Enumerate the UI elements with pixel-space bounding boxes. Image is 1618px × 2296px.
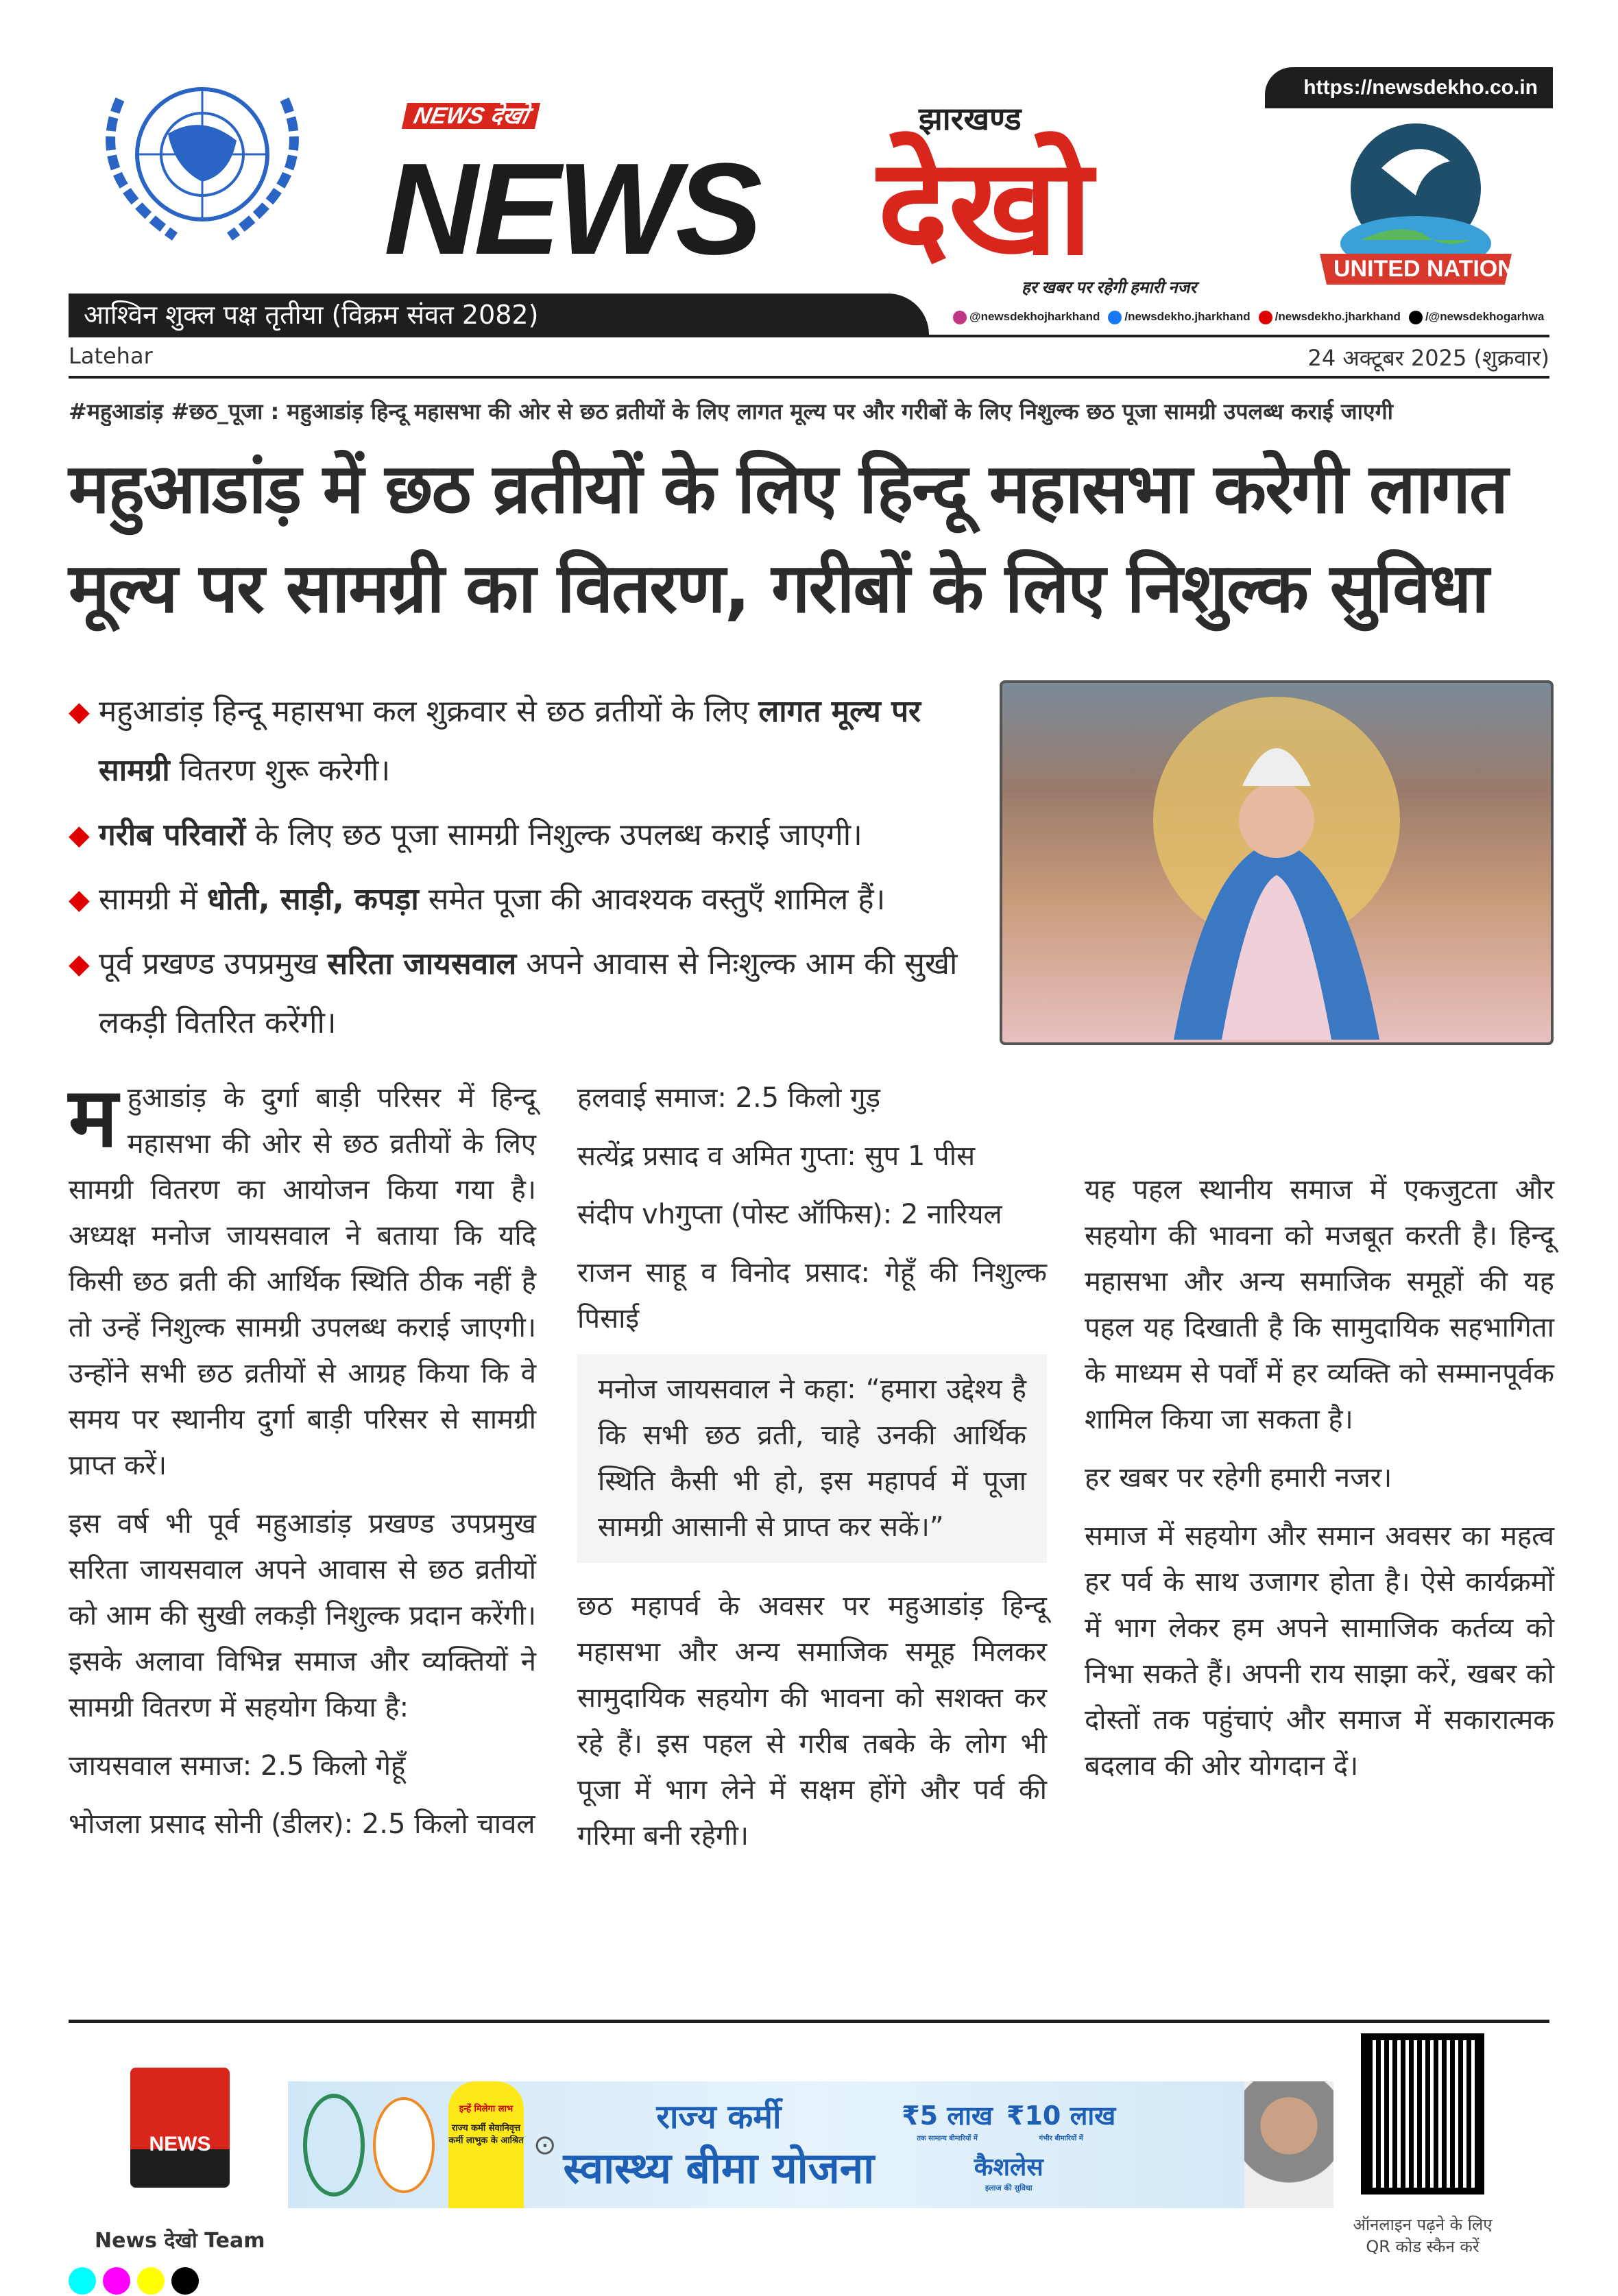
social-youtube[interactable]: [1259, 310, 1401, 324]
highlight-text: महुआडांड़ हिन्दू महासभा कल शुक्रवार से छठ व्रतीयों के लिए: [99, 694, 759, 729]
article-paragraph: इस वर्ष भी पूर्व महुआडांड़ प्रखण्ड उपप्रमुख सरिता जायसवाल अपने आवास से छठ व्रतीयों को आम की सुखी लकड़ी निशुल्क प्रदान करेंगी। इसके अलावा विभिन्न समाज और व्यक्तियों ने सामग्री वितरण में सहयोग किया है:: [69, 1508, 536, 1723]
brand-state: झारखण्ड: [919, 101, 1022, 136]
social-facebook[interactable]: [1108, 310, 1250, 324]
article-column-2: [577, 1075, 1047, 1872]
stethoscope-icon: ⊙: [533, 2129, 557, 2161]
website-url-link[interactable]: https://newsdekho.co.in: [1265, 67, 1553, 108]
paragraph-text: हुआडांड़ के दुर्गा बाड़ी परिसर में हिन्दू महासभा की ओर से छठ व्रतीयों के लिए सामग्री वितरण का आयोजन किया गया है। अध्यक्ष मनोज जायसवाल ने बताया कि यदि किसी छठ व्रती की आर्थिक स्थिति ठीक नहीं है तो उन्हें निशुल्क सामग्री उपलब्ध कराई जाएगी। उन्होंने सभी छठ व्रतीयों से आग्रह किया कि वे समय पर स्थानीय दुर्गा बाड़ी परिसर से सामग्री प्राप्त करें।: [69, 1082, 536, 1481]
contribution-item: जायसवाल समाज: 2.5 किलो गेहूँ: [69, 1750, 406, 1782]
benefit-badge: [448, 2081, 524, 2208]
highlight-bold: सरिता जायसवाल: [327, 946, 517, 981]
amount-2-sub: गंभीर बीमारियों में: [1039, 2134, 1083, 2142]
diamond-bullet-icon: ◆: [69, 884, 90, 916]
qr-code[interactable]: [1361, 2033, 1484, 2195]
article-kicker: #महुआडांड़ #छठ_पूजा : महुआडांड़ हिन्दू महासभा की ओर से छठ व्रतीयों के लिए लागत मूल्य पर और गरीबों के लिए निशुल्क छठ पूजा सामग्री उपलब्ध कराई जाएगी: [69, 398, 1393, 424]
contribution-item: राजन साहू व विनोद प्रसाद: गेहूँ की निशुल्क पिसाई: [577, 1257, 1047, 1335]
pull-quote: मनोज जायसवाल ने कहा: “हमारा उद्देश्य है कि सभी छठ व्रती, चाहे उनकी आर्थिक स्थिति कैसी भी हो, इस महापर्व में पूजा सामग्री आसानी से प्राप्त कर सकें।”: [577, 1354, 1047, 1563]
panchang-bar: आश्विन शुक्ल पक्ष तृतीया (विक्रम संवत 2082): [69, 294, 929, 335]
health-insurance-ad-banner[interactable]: [288, 2081, 1333, 2208]
contribution-item: संदीप vhगुप्ता (पोस्ट ऑफिस): 2 नारियल: [577, 1199, 1002, 1230]
ad-title-line1: राज्य कर्मी: [656, 2098, 782, 2136]
jsas-logo-icon: [373, 2097, 435, 2193]
contribution-item: सत्येंद्र प्रसाद व अमित गुप्ता: सुप 1 पीस: [577, 1140, 976, 1172]
social-instagram[interactable]: [953, 310, 1100, 324]
article-signoff: हर खबर पर रहेगी हमारी नजर।: [1085, 1462, 1392, 1494]
cashless-label: कैशलेस: [974, 2153, 1043, 2181]
contribution-item: हलवाई समाज: 2.5 किलो गुड़: [577, 1082, 881, 1114]
print-mark-black: [171, 2267, 199, 2295]
article-headline: महुआडांड़ में छठ व्रतीयों के लिए हिन्दू महासभा करेगी लागत मूल्य पर सामग्री का वितरण, गरीबों के लिए निशुल्क सुविधा: [69, 449, 1508, 628]
contribution-item: भोजला प्रसाद सोनी (डीलर): 2.5 किलो चावल: [69, 1808, 535, 1840]
chhath-goddess-photo: [1000, 680, 1554, 1045]
team-credit: News देखो Team: [95, 2229, 265, 2253]
newsdekho-brand-logo: [384, 103, 1234, 302]
qr-caption: ऑनलाइन पढ़ने के लिए QR कोड स्कैन करें: [1353, 2215, 1493, 2256]
social-handle: @newsdekhojharkhand: [969, 310, 1100, 323]
print-mark-yellow: [137, 2267, 165, 2295]
brand-dekho: देखो: [878, 132, 1093, 282]
article-paragraph: [69, 1071, 536, 1489]
highlight-item: [69, 682, 980, 800]
diamond-bullet-icon: ◆: [69, 820, 90, 851]
highlight-bold: लागत मूल्य पर सामग्री: [99, 694, 921, 788]
highlight-bold: गरीब परिवारों: [99, 817, 246, 852]
location-label: Latehar: [69, 343, 153, 369]
idol-illustration: [1002, 683, 1551, 1042]
date-label: 24 अक्टूबर 2025 (शुक्रवार): [1307, 345, 1549, 371]
amount-1-sub: तक सामान्य बीमारियों में: [917, 2134, 978, 2142]
social-handle: /@newsdekhogarhwa: [1425, 310, 1545, 323]
article-column-3: [1085, 1075, 1554, 1802]
brand-small-label: NEWS देखो: [402, 103, 540, 129]
diamond-bullet-icon: ◆: [69, 696, 90, 728]
print-mark-cyan: [69, 2267, 96, 2295]
print-mark-magenta: [103, 2267, 130, 2295]
footer-divider: [69, 2020, 1549, 2023]
highlight-text: वितरण शुरू करेगी।: [169, 753, 391, 788]
highlight-text: पूर्व प्रखण्ड उपप्रमुख: [99, 946, 328, 981]
highlight-item: [69, 870, 980, 929]
brand-news: NEWS: [384, 136, 758, 282]
youtube-icon: [1259, 311, 1272, 324]
amount-1: ₹5 लाख: [902, 2100, 993, 2131]
badge-title: इन्हें मिलेगा लाभ: [459, 2104, 514, 2114]
highlight-text: के लिए छठ पूजा सामग्री निशुल्क उपलब्ध कराई जाएगी।: [245, 817, 862, 852]
cashless-sub: इलाज की सुविधा: [985, 2183, 1033, 2192]
social-x[interactable]: [1409, 310, 1544, 324]
highlight-item: [69, 935, 980, 1053]
facebook-icon: [1108, 311, 1122, 324]
un-emblem-logo: [72, 72, 333, 250]
ad-title-line2: स्वास्थ्य बीमा योजना: [563, 2143, 875, 2193]
instagram-icon: [953, 311, 967, 324]
jharkhand-govt-seal-icon: [303, 2094, 365, 2197]
article-paragraph: छठ महापर्व के अवसर पर महुआडांड़ हिन्दू महासभा और अन्य समाजिक समूह मिलकर सामुदायिक सहयोग की भावना को सशक्त कर रहे हैं। इस पहल से गरीब तबके के लोग भी पूजा में भाग लेने में सक्षम होंगे और पर्व की गरिमा बनी रहेगी।: [577, 1590, 1047, 1852]
highlights-list: [69, 682, 980, 1058]
highlight-text: समेत पूजा की आवश्यक वस्तुएँ शामिल हैं।: [418, 882, 886, 917]
dateline-divider: [69, 376, 1549, 379]
article-column-1: [69, 1071, 536, 1860]
highlight-item: [69, 806, 980, 865]
amount-2: ₹10 लाख: [1006, 2100, 1116, 2131]
highlight-text: सामग्री में: [99, 882, 207, 917]
brand-tagline: हर खबर पर रहेगी हमारी नजर: [1022, 278, 1197, 297]
article-paragraph: समाज में सहयोग और समान अवसर का महत्व हर पर्व के साथ उजागर होता है। ऐसे कार्यक्रमों में भाग लेकर हम अपने सामाजिक कर्तव्य को निभा सकते हैं। अपनी राय साझा करें, खबर को दोस्तों तक पहुंचाएं और समाज में सकारात्मक बदलाव की ओर योगदान दें।: [1085, 1520, 1554, 1782]
chief-minister-portrait: [1244, 2081, 1333, 2208]
social-handles: [953, 310, 1549, 324]
highlight-text: अपने आवास से निःशुल्क आम की सुखी लकड़ी वितरित करेंगी।: [99, 946, 958, 1040]
ad-amounts: [902, 2097, 1115, 2193]
social-handle: /newsdekho.jharkhand: [1124, 310, 1251, 323]
badge-lines: राज्य कर्मी सेवानिवृत्त कर्मी लाभुक के आश्रित: [448, 2123, 524, 2146]
ad-title: [564, 2094, 875, 2196]
masthead-divider: [69, 335, 1549, 337]
highlight-bold: धोती, साड़ी, कपड़ा: [206, 882, 419, 917]
united-nations-day-graphic: [1299, 113, 1532, 291]
social-handle: /newsdekho.jharkhand: [1275, 310, 1401, 323]
diamond-bullet-icon: ◆: [69, 948, 90, 980]
x-icon: [1409, 311, 1423, 324]
article-paragraph: यह पहल स्थानीय समाज में एकजुटता और सहयोग की भावना को मजबूत करती है। हिन्दू महासभा और अन्य समाजिक समूहों की यह पहल यह दिखाती है कि सामुदायिक सहभागिता के माध्यम से पर्वों में हर व्यक्ति को सम्मानपूर्वक शामिल किया जा सकता है।: [1085, 1174, 1554, 1435]
drop-cap: म: [69, 1071, 118, 1166]
newsdekho-footer-logo: NEWS: [130, 2068, 230, 2188]
un-day-banner-text: UNITED NATIONS: [1333, 256, 1530, 282]
